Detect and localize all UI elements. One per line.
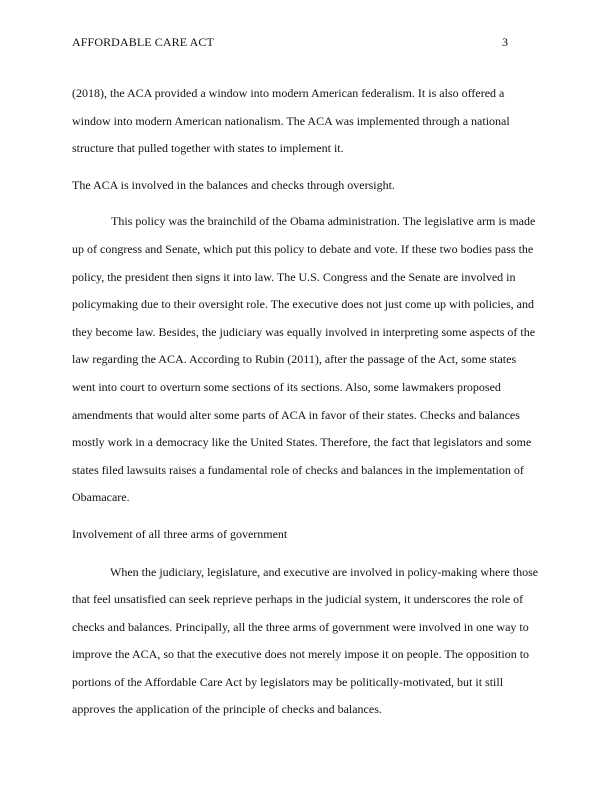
document-body bbox=[72, 80, 542, 724]
paragraph-checks-balances: This policy was the brainchild of the Obama administration. The legislative arm is made up of congress and Senate, which put this policy to debate and vote. If these two bodies pass the policy, the president then signs it into law. The U.S. Congress and the Senate are involved in policymaking due to their oversight role. The executive does not just come up with policies, and they become law. Besides, the judiciary was equally involved in interpreting some aspects of the law regarding the ACA. According to Rubin (2011), after the passage of the Act, some states went into court to overturn some sections of its sections. Also, some lawmakers proposed amendments that would alter some parts of ACA in favor of their states. Checks and balances mostly work in a democracy like the United States. Therefore, the fact that legislators and some states filed lawsuits raises a fundamental role of checks and balances in the implementation of Obamacare. bbox=[72, 214, 536, 505]
paragraph-three-arms: When the judiciary, legislature, and executive are involved in policy-making where those that feel unsatisfied can seek reprieve perhaps in the judicial system, it underscores the role of checks and balances. Principally, all the three arms of government were involved in one way to improve the ACA, so that the executive does not merely impose it on people. The opposition to portions of the Affordable Care Act by legislators may be politically-motivated, but it still approves the application of the principle of checks and balances. bbox=[72, 564, 539, 717]
paragraph-oversight: The ACA is involved in the balances and checks through oversight. bbox=[72, 177, 395, 192]
page-number: 3 bbox=[502, 35, 508, 49]
paragraph-continuation: (2018), the ACA provided a window into modern American federalism. It is also offered a window into modern American nationalism. The ACA was implemented through a national structure that pulled together with states to implement it. bbox=[72, 86, 510, 156]
running-head: AFFORDABLE CARE ACT bbox=[72, 35, 214, 49]
section-heading: Involvement of all three arms of government bbox=[72, 526, 288, 541]
